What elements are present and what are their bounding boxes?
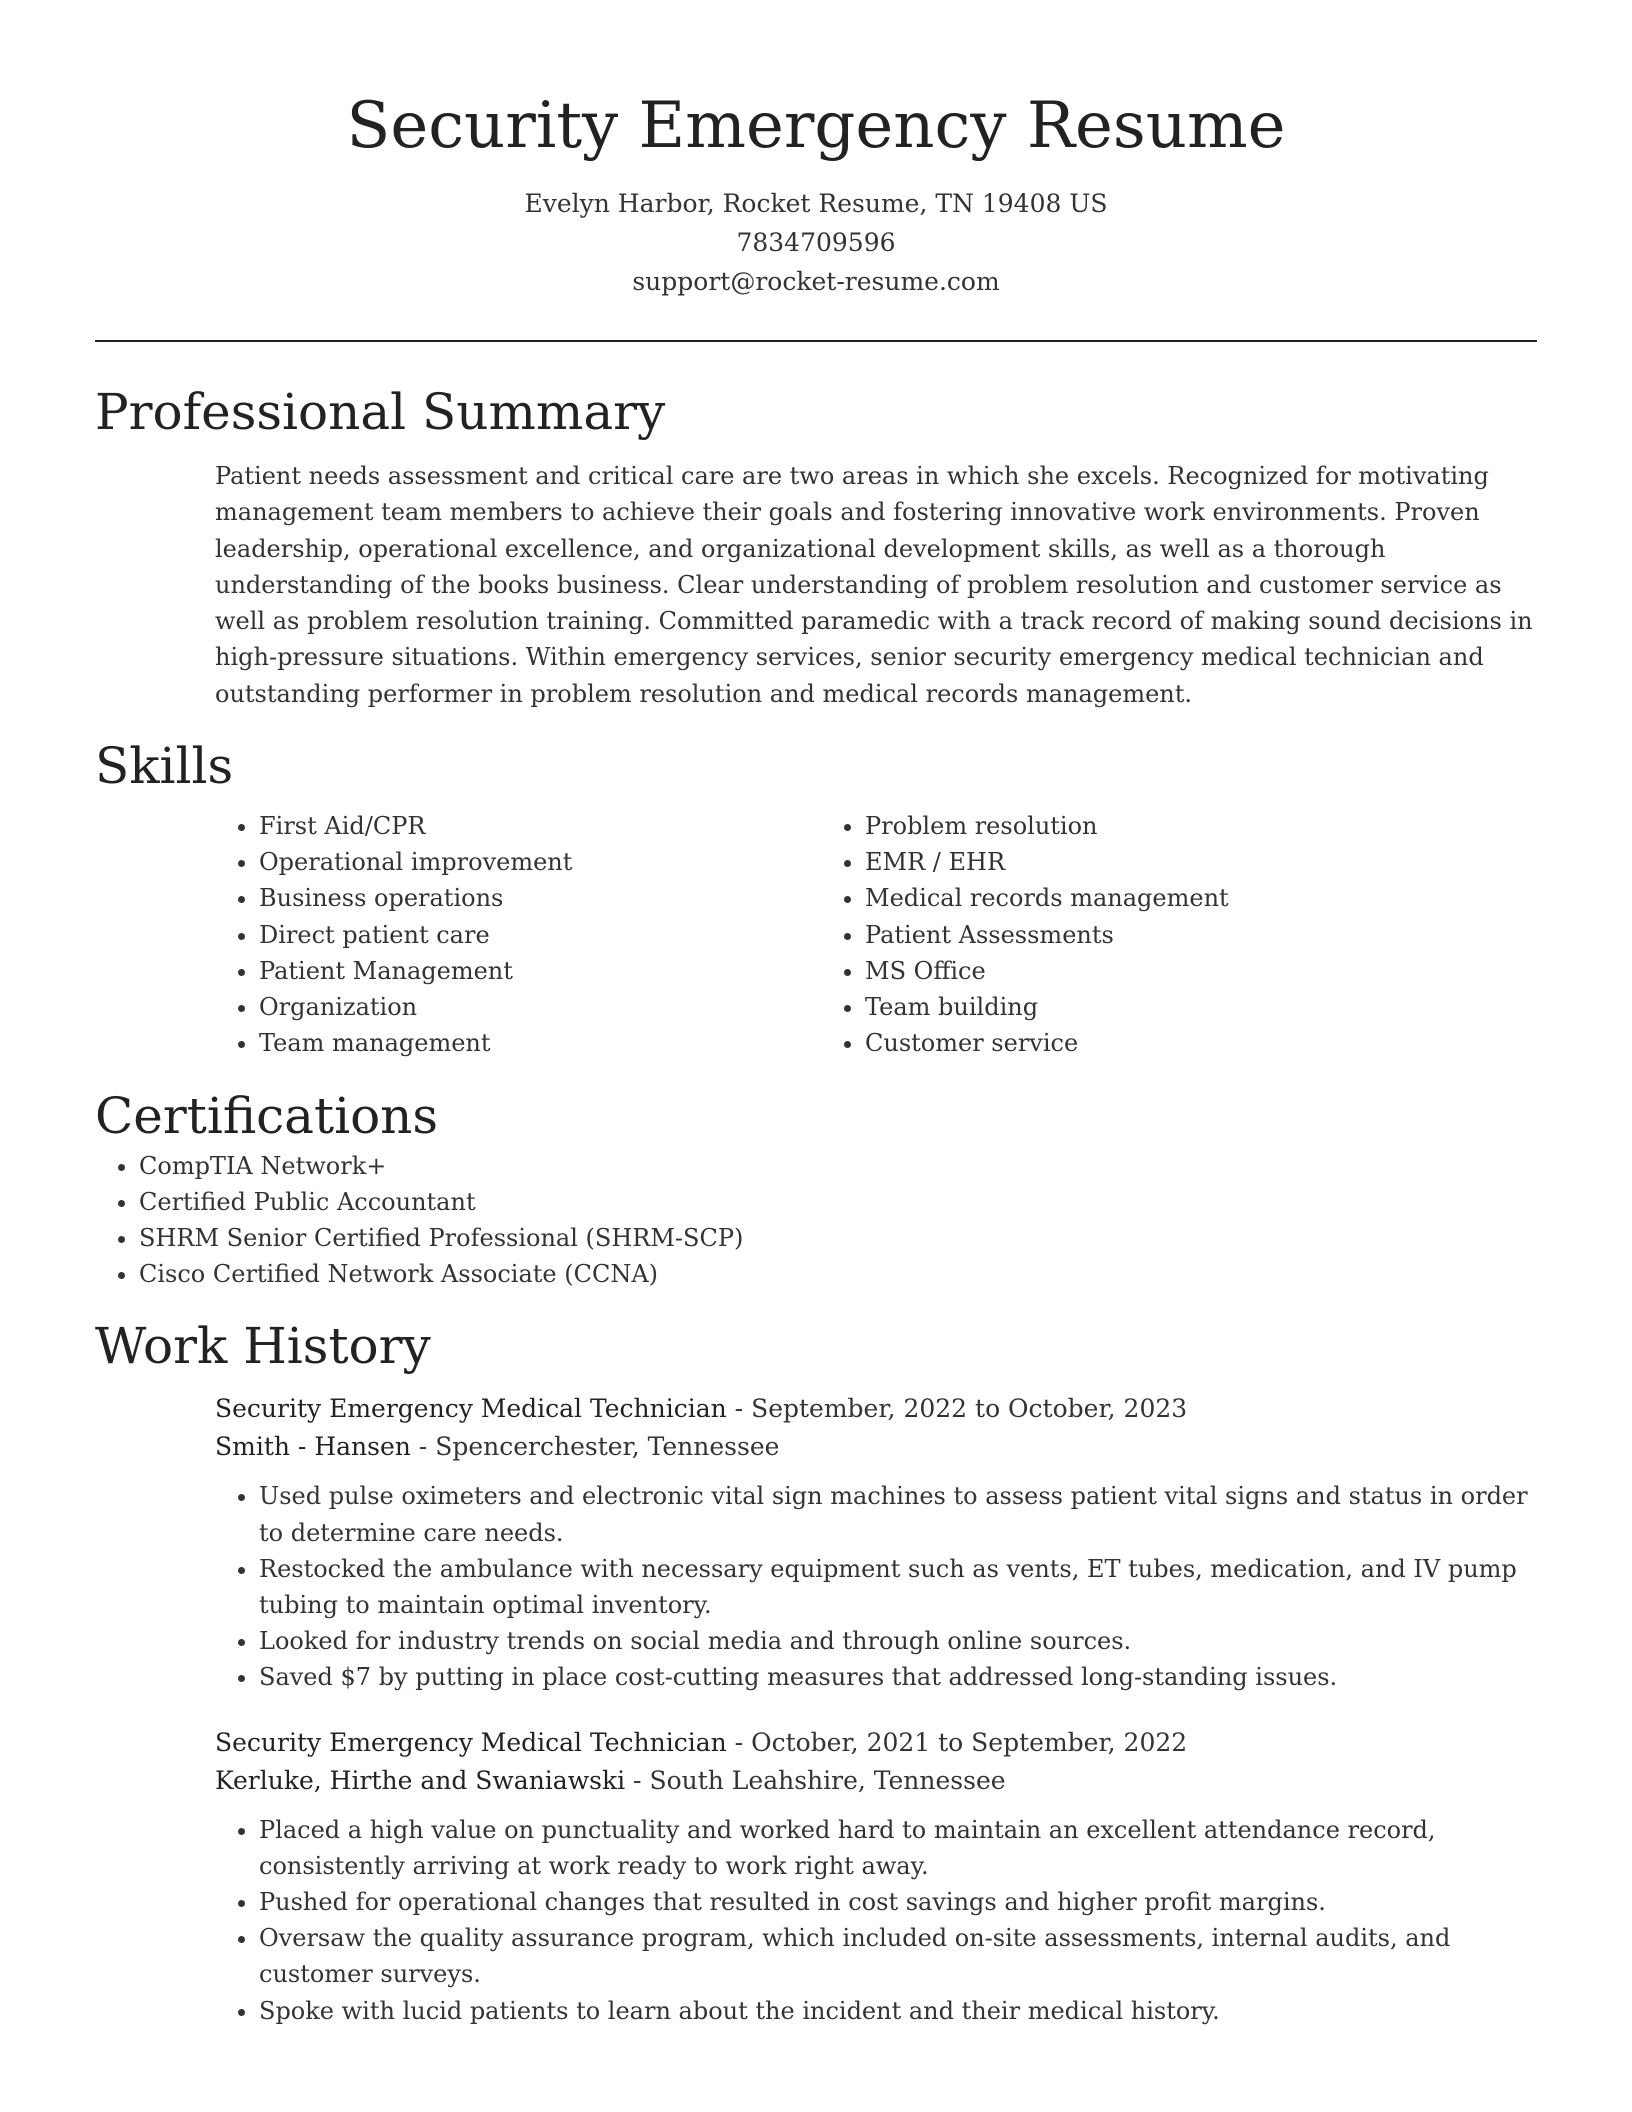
skill-item: • Operational improvement xyxy=(259,844,821,880)
skill-item: • MS Office xyxy=(865,953,1427,989)
contact-phone: 7834709596 xyxy=(736,228,896,257)
certification-item: • Cisco Certified Network Associate (CCNA) xyxy=(139,1256,1537,1292)
skill-item: • Patient Assessments xyxy=(865,917,1427,953)
skill-item: • Medical records management xyxy=(865,880,1427,916)
work-history-section xyxy=(95,1314,1537,2028)
skill-item: • EMR / EHR xyxy=(865,844,1427,880)
skill-item: • Business operations xyxy=(259,880,821,916)
contact-email: support@rocket-resume.com xyxy=(632,267,1000,296)
job-bullet: • Looked for industry trends on social media and through online sources. xyxy=(259,1623,1537,1659)
skills-heading: Skills xyxy=(95,737,234,796)
skills-list-right xyxy=(821,808,1427,1061)
skill-item: • Patient Management xyxy=(259,953,821,989)
summary-heading: Professional Summary xyxy=(95,383,666,441)
skill-item: • Problem resolution xyxy=(865,808,1427,844)
certifications-list xyxy=(95,1148,1537,1293)
contact-address: Evelyn Harbor, Rocket Resume, TN 19408 US xyxy=(524,189,1108,218)
job-bullet: • Pushed for operational changes that resulted in cost savings and higher profit margins. xyxy=(259,1884,1537,1920)
job-entry xyxy=(215,1724,1537,2029)
job-title: Security Emergency Medical Technician xyxy=(215,1394,727,1424)
skills-list-left xyxy=(215,808,821,1061)
skill-item: • First Aid/CPR xyxy=(259,808,821,844)
job-company: Kerluke, Hirthe and Swaniawski xyxy=(215,1765,626,1795)
certification-item: • CompTIA Network+ xyxy=(139,1148,1537,1184)
resume-title: Security Emergency Resume xyxy=(346,89,1286,163)
job-dates: September, 2022 to October, 2023 xyxy=(751,1394,1188,1424)
skill-item: • Organization xyxy=(259,989,821,1025)
certifications-heading: Certifications xyxy=(95,1086,439,1145)
job-bullet: • Spoke with lucid patients to learn about the incident and their medical history. xyxy=(259,1993,1537,2029)
job-bullets xyxy=(215,1812,1537,2029)
skills-columns xyxy=(215,808,1537,1061)
job-company: Smith - Hansen xyxy=(215,1432,411,1462)
job-bullet: • Used pulse oximeters and electronic vital sign machines to assess patient vital signs and status in order to determine care needs. xyxy=(259,1478,1537,1550)
resume-content xyxy=(95,380,1537,2029)
job-bullets xyxy=(215,1478,1537,1695)
certification-item: • Certified Public Accountant xyxy=(139,1184,1537,1220)
job-bullet: • Restocked the ambulance with necessary equipment such as vents, ET tubes, medication, and IV pump tubing to maintain optimal inventory. xyxy=(259,1551,1537,1623)
job-company-line: Smith - Hansen - Spencerchester, Tennessee xyxy=(215,1432,780,1462)
certification-item: • SHRM Senior Certified Professional (SHRM-SCP) xyxy=(139,1220,1537,1256)
job-bullet: • Placed a high value on punctuality and worked hard to maintain an excellent attendance record, consistently arriving at work ready to work right away. xyxy=(259,1812,1537,1884)
job-bullet: • Saved $7 by putting in place cost-cutting measures that addressed long-standing issues. xyxy=(259,1659,1537,1695)
resume-header xyxy=(0,0,1632,301)
job-location: South Leahshire, Tennessee xyxy=(649,1765,1006,1795)
job-bullet: • Oversaw the quality assurance program, which included on-site assessments, internal audits, and customer surveys. xyxy=(259,1920,1537,1992)
certifications-section xyxy=(95,1084,1537,1293)
skill-item: • Direct patient care xyxy=(259,917,821,953)
job-company-line: Kerluke, Hirthe and Swaniawski - South Leahshire, Tennessee xyxy=(215,1765,1006,1795)
work-history-heading: Work History xyxy=(95,1317,431,1376)
job-dates: October, 2021 to September, 2022 xyxy=(751,1727,1188,1757)
job-title-line: Security Emergency Medical Technician - October, 2021 to September, 2022 xyxy=(215,1727,1188,1757)
summary-section xyxy=(95,380,1537,712)
job-entry xyxy=(215,1390,1537,1695)
contact-info xyxy=(0,184,1632,301)
job-title: Security Emergency Medical Technician xyxy=(215,1727,727,1757)
summary-text: Patient needs assessment and critical care are two areas in which she excels. Recognized for motivating management team members to achieve their goals and fostering innovative work environments. Proven leadership, operational excellence, and organizational development skills, as well as a thorough understanding of the books business. Clear understanding of problem resolution and customer service as well as problem resolution training. Committed paramedic with a track record of making sound decisions in high-pressure situations. Within emergency services, senior security emergency medical technician and outstanding performer in problem resolution and medical records management. xyxy=(215,462,1533,708)
job-title-line: Security Emergency Medical Technician - September, 2022 to October, 2023 xyxy=(215,1394,1188,1424)
skill-item: • Customer service xyxy=(865,1025,1427,1061)
job-location: Spencerchester, Tennessee xyxy=(435,1432,780,1462)
skills-section xyxy=(95,734,1537,1061)
skill-item: • Team building xyxy=(865,989,1427,1025)
skill-item: • Team management xyxy=(259,1025,821,1061)
header-divider xyxy=(95,340,1537,342)
